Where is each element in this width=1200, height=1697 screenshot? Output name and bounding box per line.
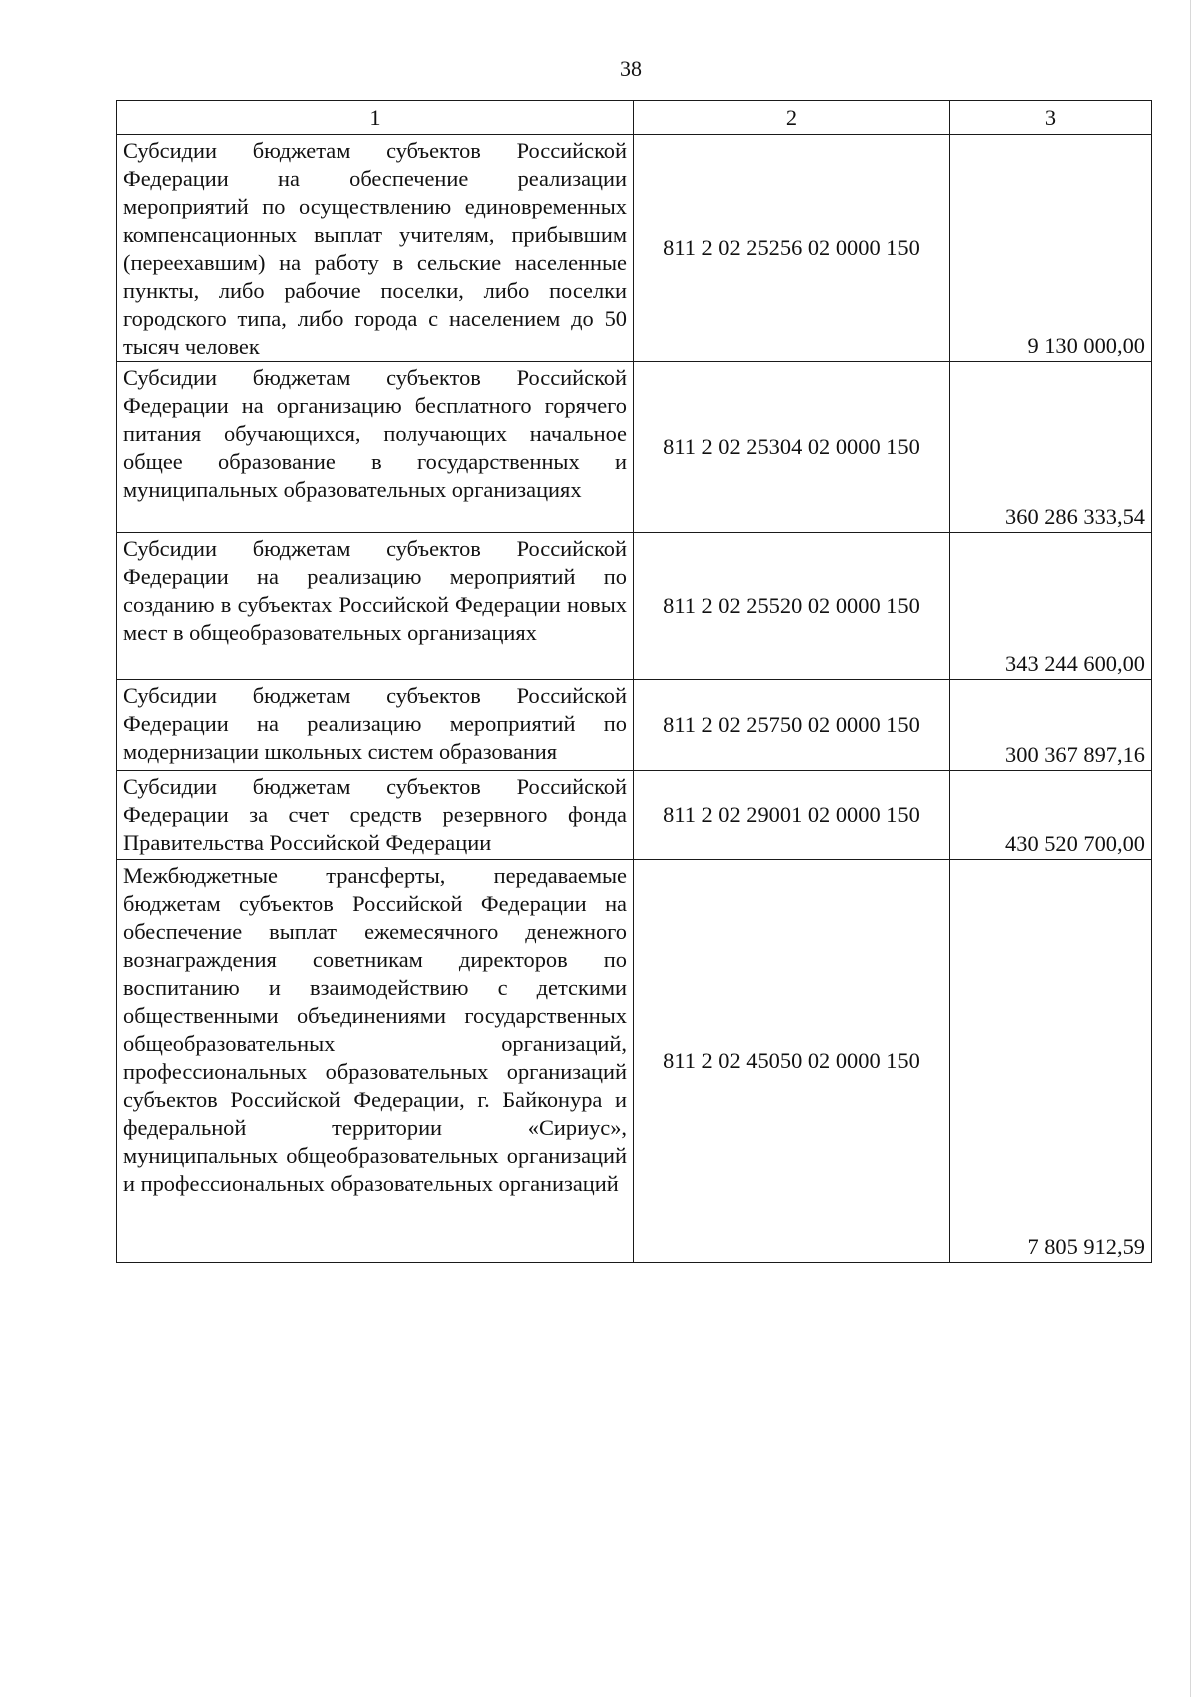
table-row (117, 771, 1152, 860)
row-budget-code: 811 2 02 25520 02 0000 150 (634, 533, 950, 680)
column-header-3: 3 (950, 101, 1152, 135)
row-description: Субсидии бюджетам субъектов Российской Федерации на организацию бесплатного горячего питания обучающихся, получающих начальное общее образование в государственных и муниципальных образовательных организациях (117, 362, 634, 533)
table-row (117, 533, 1152, 680)
row-budget-code: 811 2 02 25750 02 0000 150 (634, 680, 950, 771)
table-row (117, 680, 1152, 771)
row-budget-code: 811 2 02 25304 02 0000 150 (634, 362, 950, 533)
column-header-2: 2 (634, 101, 950, 135)
page-number: 38 (620, 56, 642, 81)
table-row (117, 362, 1152, 533)
row-description: Субсидии бюджетам субъектов Российской Федерации на реализацию мероприятий по созданию в субъектах Российской Федерации новых мест в общеобразовательных организациях (117, 533, 634, 680)
row-amount: 9 130 000,00 (950, 135, 1152, 362)
row-amount: 300 367 897,16 (950, 680, 1152, 771)
row-amount: 430 520 700,00 (950, 771, 1152, 860)
row-budget-code: 811 2 02 25256 02 0000 150 (634, 135, 950, 362)
page-edge-line (1190, 0, 1191, 1697)
row-description: Субсидии бюджетам субъектов Российской Федерации за счет средств резервного фонда Правительства Российской Федерации (117, 771, 634, 860)
table-header-row (117, 101, 1152, 135)
row-amount: 343 244 600,00 (950, 533, 1152, 680)
row-description: Субсидии бюджетам субъектов Российской Федерации на реализацию мероприятий по модернизации школьных систем образования (117, 680, 634, 771)
table-row (117, 860, 1152, 1263)
row-amount: 7 805 912,59 (950, 860, 1152, 1263)
column-header-1: 1 (117, 101, 634, 135)
row-budget-code: 811 2 02 45050 02 0000 150 (634, 860, 950, 1263)
table-row (117, 135, 1152, 362)
row-description: Субсидии бюджетам субъектов Российской Федерации на обеспечение реализации мероприятий по осуществлению единовременных компенсационных выплат учителям, прибывшим (переехавшим) на работу в сельские населенные пункты, либо рабочие поселки, либо поселки городского типа, либо города с населением до 50 тысяч человек (117, 135, 634, 362)
row-amount: 360 286 333,54 (950, 362, 1152, 533)
row-budget-code: 811 2 02 29001 02 0000 150 (634, 771, 950, 860)
budget-table (116, 100, 1152, 1263)
row-description: Межбюджетные трансферты, передаваемые бюджетам субъектов Российской Федерации на обеспечение выплат ежемесячного денежного вознаграждения советникам директоров по воспитанию и взаимодействию с детскими общественными объединениями государственных общеобразовательных организаций, профессиональных образовательных организаций субъектов Российской Федерации, г. Байконура и федеральной территории «Сириус», муниципальных общеобразовательных организаций и профессиональных образовательных организаций (117, 860, 634, 1263)
